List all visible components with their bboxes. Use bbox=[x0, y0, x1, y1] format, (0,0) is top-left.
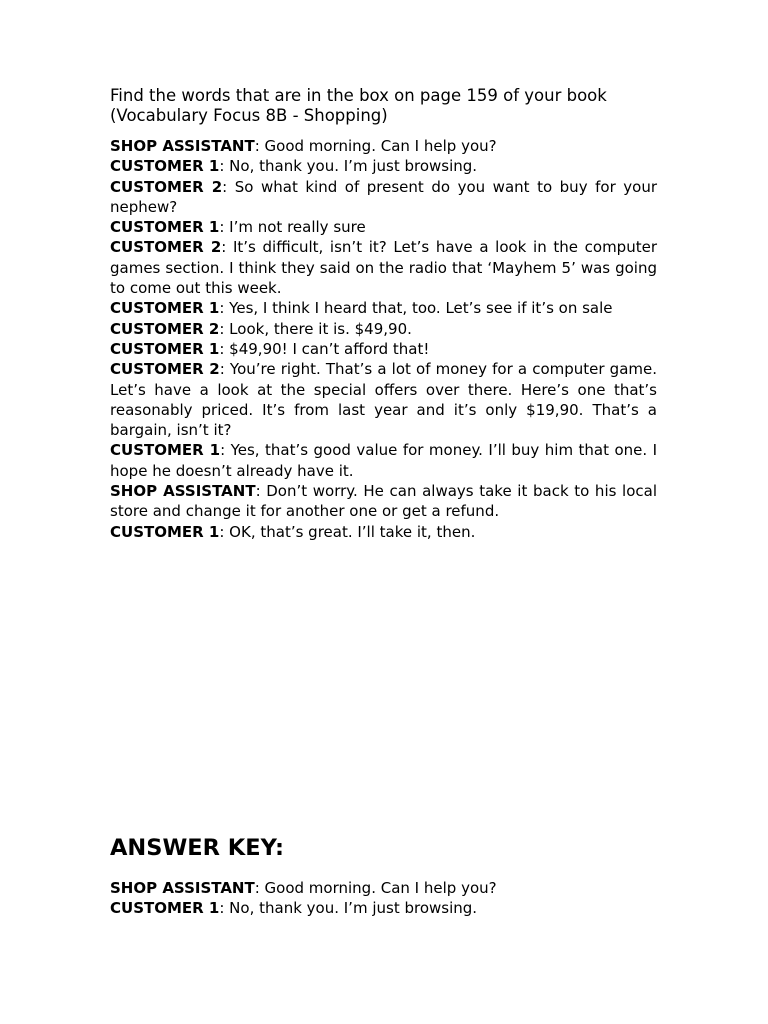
answer-key-title: ANSWER KEY: bbox=[110, 835, 284, 861]
answer-key-dialogue bbox=[110, 878, 657, 919]
dialogue-text: : Good morning. Can I help you? bbox=[254, 137, 497, 155]
dialogue-text: : Good morning. Can I help you? bbox=[254, 879, 497, 897]
speaker-name: CUSTOMER 1 bbox=[110, 157, 220, 176]
speaker-name: CUSTOMER 1 bbox=[110, 899, 220, 918]
dialogue-line bbox=[110, 481, 657, 522]
speaker-name: CUSTOMER 2 bbox=[110, 360, 220, 379]
dialogue-text: : $49,90! I can’t afford that! bbox=[219, 339, 430, 358]
speaker-name: SHOP ASSISTANT bbox=[110, 879, 255, 897]
dialogue-text: : OK, that’s great. I’ll take it, then. bbox=[219, 522, 476, 541]
instruction-text bbox=[110, 86, 657, 126]
dialogue-line bbox=[110, 359, 657, 440]
dialogue-line bbox=[110, 156, 657, 176]
dialogue-line bbox=[110, 177, 657, 218]
dialogue-line bbox=[110, 440, 657, 481]
exercise-section bbox=[110, 86, 657, 542]
dialogue-text: : Don’t worry. He can always take it back to his local store and change it for another one or get a refund. bbox=[110, 482, 657, 521]
dialogue-text: : Yes, that’s good value for money. I’ll buy him that one. I hope he doesn’t already have it. bbox=[110, 441, 658, 480]
dialogue-text: : No, thank you. I’m just browsing. bbox=[219, 157, 478, 176]
dialogue bbox=[110, 136, 657, 542]
dialogue-text: : It’s difficult, isn’t it? Let’s have a look in the computer games section. I think they said on the radio that ‘Mayhem 5’ was going to come out this week. bbox=[110, 238, 657, 298]
speaker-name: CUSTOMER 1 bbox=[110, 299, 220, 318]
dialogue-line bbox=[110, 898, 657, 918]
instruction-line-2: (Vocabulary Focus 8B - Shopping) bbox=[110, 106, 388, 125]
speaker-name: CUSTOMER 2 bbox=[110, 319, 220, 338]
dialogue-text: : I’m not really sure bbox=[219, 218, 366, 237]
dialogue-line bbox=[110, 237, 657, 298]
dialogue-line bbox=[110, 217, 657, 237]
speaker-name: CUSTOMER 2 bbox=[110, 177, 223, 196]
answer-key-section bbox=[110, 834, 657, 919]
dialogue-text: : Yes, I think I heard that, too. Let’s see if it’s on sale bbox=[219, 299, 613, 318]
dialogue-text: : Look, there it is. $49,90. bbox=[219, 319, 412, 338]
dialogue-line bbox=[110, 878, 657, 898]
speaker-name: CUSTOMER 1 bbox=[110, 441, 221, 460]
instruction-line-1: Find the words that are in the box on page 159 of your book bbox=[110, 86, 607, 105]
speaker-name: CUSTOMER 2 bbox=[110, 238, 222, 257]
speaker-name: CUSTOMER 1 bbox=[110, 218, 220, 237]
dialogue-line bbox=[110, 298, 657, 318]
dialogue-line bbox=[110, 522, 657, 542]
speaker-name: SHOP ASSISTANT bbox=[110, 482, 256, 501]
speaker-name: CUSTOMER 1 bbox=[110, 339, 220, 358]
dialogue-text: : You’re right. That’s a lot of money for a computer game. Let’s have a look at the special offers over there. Here’s one that’s reasonably priced. It’s from last year and it’s only $19,90. That’s a bargain, isn’t it? bbox=[110, 360, 658, 440]
speaker-name: CUSTOMER 1 bbox=[110, 522, 220, 541]
dialogue-line bbox=[110, 339, 657, 359]
speaker-name: SHOP ASSISTANT bbox=[110, 137, 255, 155]
dialogue-line bbox=[110, 319, 657, 339]
dialogue-text: : So what kind of present do you want to buy for your nephew? bbox=[110, 177, 658, 216]
dialogue-line bbox=[110, 136, 657, 156]
dialogue-text: : No, thank you. I’m just browsing. bbox=[219, 899, 478, 918]
